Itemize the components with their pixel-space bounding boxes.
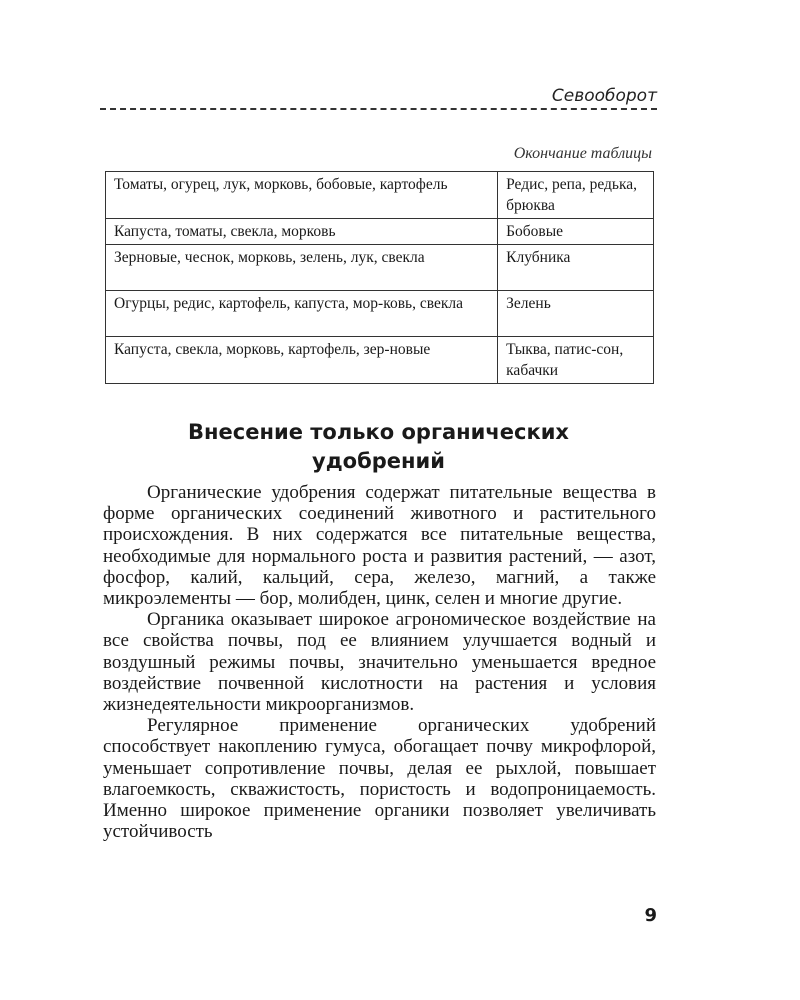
paragraph: Регулярное применение органических удобрений способствует накоплению гумуса, обогащает почву микрофлорой, уменьшает сопротивление почвы, делая ее рыхлой, повышает влагоемкость, скважистость, пористость и водопроницаемость. Именно широкое применение органики позволяет увеличивать устойчивость xyxy=(103,715,656,843)
table-cell-predecessor: Огурцы, редис, картофель, капуста, мор-ковь, свекла xyxy=(106,291,498,337)
section-title-line: Внесение только органических xyxy=(188,420,569,444)
table-cell-crop: Тыква, патис-сон, кабачки xyxy=(498,337,654,384)
table-cell-predecessor: Капуста, свекла, морковь, картофель, зер-новые xyxy=(106,337,498,384)
paragraph: Органические удобрения содержат питательные вещества в форме органических соединений животного и растительного происхождения. В них содержатся все питательные вещества, необходимые для нормального роста и развития растений, — азот, фосфор, калий, кальций, сера, железо, магний, а также микроэлементы — бор, молибден, цинк, селен и многие другие. xyxy=(103,482,656,610)
table-row xyxy=(106,219,654,245)
running-head: Севооборот xyxy=(551,86,657,106)
section-title xyxy=(100,418,657,476)
crop-rotation-table xyxy=(105,171,654,384)
table-cell-crop: Клубника xyxy=(498,245,654,291)
table-row xyxy=(106,291,654,337)
table-row xyxy=(106,337,654,384)
table-cell-crop: Зелень xyxy=(498,291,654,337)
section-title-line: удобрений xyxy=(312,449,445,473)
table-cell-crop: Редис, репа, редька, брюква xyxy=(498,172,654,219)
paragraph: Органика оказывает широкое агрономическое воздействие на все свойства почвы, под ее влиянием улучшается водный и воздушный режимы почвы, значительно уменьшается вредное воздействие почвенной кислотности на растения и условия жизнедеятельности микроорганизмов. xyxy=(103,609,656,716)
table-cell-predecessor: Капуста, томаты, свекла, морковь xyxy=(106,219,498,245)
table-caption: Окончание таблицы xyxy=(513,145,652,162)
table-cell-predecessor: Зерновые, чеснок, морковь, зелень, лук, свекла xyxy=(106,245,498,291)
table-cell-crop: Бобовые xyxy=(498,219,654,245)
header-dashed-rule xyxy=(100,108,657,110)
table-row xyxy=(106,172,654,219)
page-number: 9 xyxy=(644,905,657,926)
table-row xyxy=(106,245,654,291)
body-text xyxy=(103,482,656,842)
table-cell-predecessor: Томаты, огурец, лук, морковь, бобовые, картофель xyxy=(106,172,498,219)
